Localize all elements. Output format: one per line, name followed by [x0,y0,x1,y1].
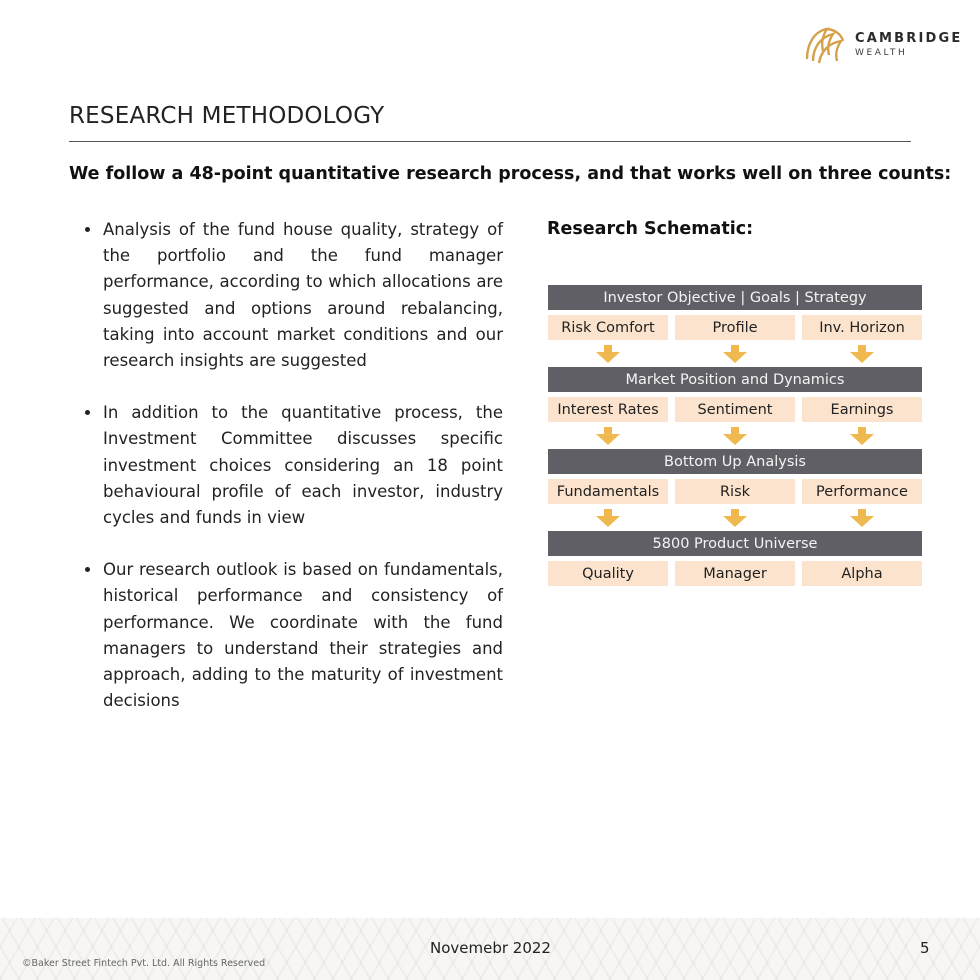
down-arrow-icon [723,345,747,363]
down-arrow-icon [850,427,874,445]
brand-sub: WEALTH [855,48,908,58]
brand-name: CAMBRIDGE [855,31,963,46]
bullet-text: In addition to the quantitative process, the Investment Committee discusses specific investment choices considering an 18 point behavioural profile of each investor, industry cycles and funds in view [103,403,503,528]
schematic-cell: Profile [675,315,795,340]
schematic-cell: Alpha [802,561,922,586]
list-item [80,400,503,531]
intro-text: We follow a 48-point quantitative research process, and that works well on three counts: [69,164,952,184]
down-arrow-icon [723,427,747,445]
bullet-dot-icon [85,567,90,572]
down-arrow-icon [850,509,874,527]
bullet-dot-icon [85,227,90,232]
page-number: 5 [920,939,930,957]
down-arrow-icon [723,509,747,527]
schematic-cell: Quality [548,561,668,586]
page-title: RESEARCH METHODOLOGY [69,103,385,129]
footer-date: Novemebr 2022 [430,939,551,957]
bullet-text: Analysis of the fund house quality, strategy of the portfolio and the fund manager performance, according to which allocations are suggested and options around rebalancing, taking into account market conditions and our research insights are suggested [103,220,503,371]
schematic-cell: Sentiment [675,397,795,422]
schematic-label: Research Schematic: [547,219,754,239]
cambridge-crest-icon [803,25,847,65]
copyright-notice: ©Baker Street Fintech Pvt. Ltd. All Rights Reserved [22,958,266,969]
down-arrow-icon [596,509,620,527]
schematic-cell: Interest Rates [548,397,668,422]
schematic-tier-title: Investor Objective | Goals | Strategy [548,285,922,310]
schematic-cell: Performance [802,479,922,504]
methodology-bullets [80,217,503,740]
bullet-text: Our research outlook is based on fundamentals, historical performance and consistency of performance. We coordinate with the fund managers to understand their strategies and approach, adding to the maturity of investment decisions [103,560,503,711]
schematic-cell: Inv. Horizon [802,315,922,340]
down-arrow-icon [596,427,620,445]
title-divider [69,141,911,142]
bullet-dot-icon [85,410,90,415]
brand-logo [803,25,962,65]
schematic-cell: Risk Comfort [548,315,668,340]
schematic-tier-title: 5800 Product Universe [548,531,922,556]
schematic-tier-title: Bottom Up Analysis [548,449,922,474]
down-arrow-icon [850,345,874,363]
research-schematic [548,285,922,586]
schematic-cell: Manager [675,561,795,586]
down-arrow-icon [596,345,620,363]
list-item [80,217,503,374]
list-item [80,557,503,714]
schematic-cell: Fundamentals [548,479,668,504]
schematic-cell: Earnings [802,397,922,422]
schematic-tier-title: Market Position and Dynamics [548,367,922,392]
schematic-cell: Risk [675,479,795,504]
